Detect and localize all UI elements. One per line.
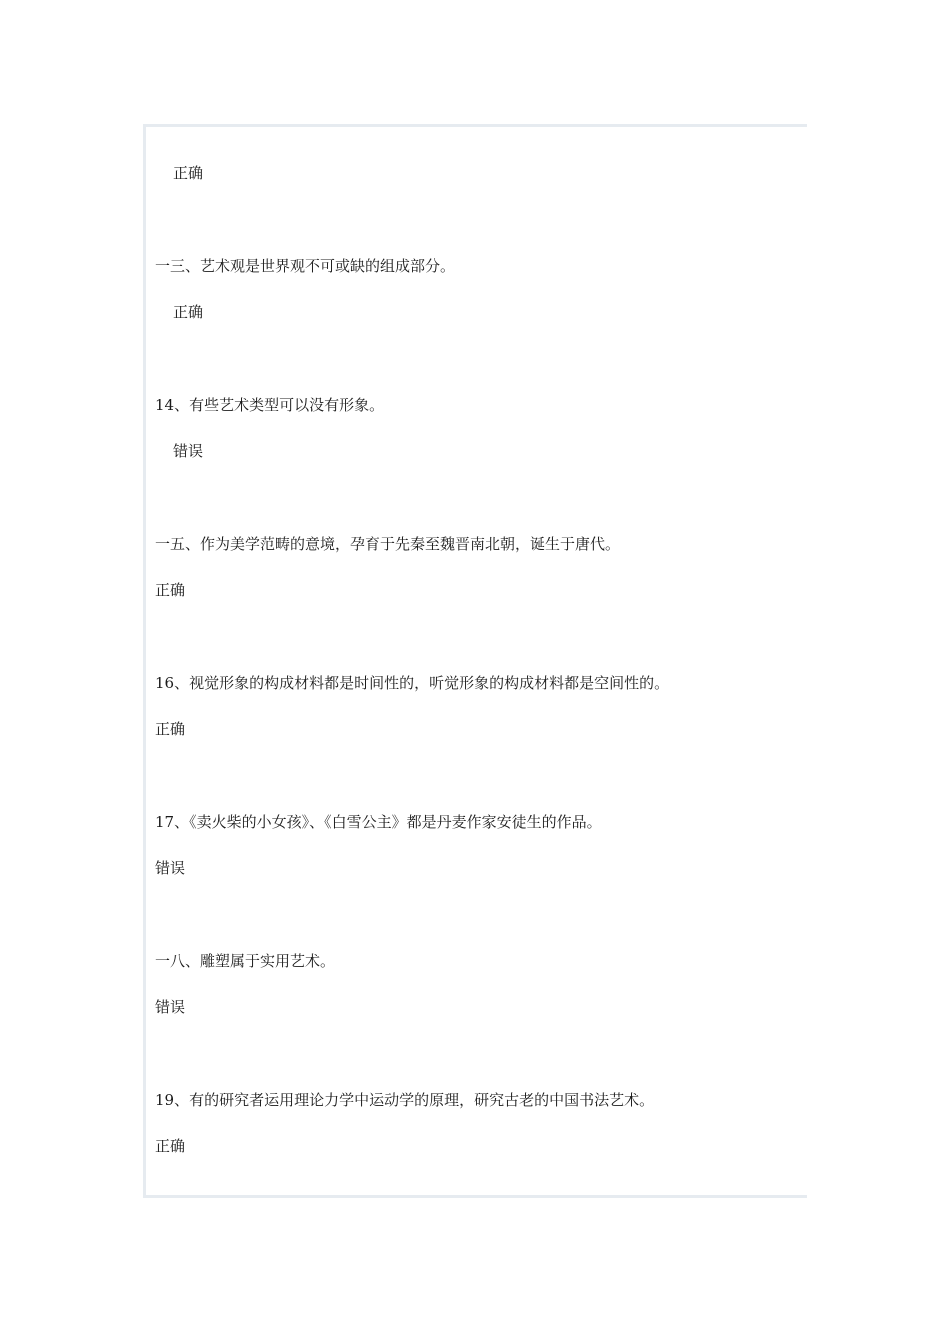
question-text: 16、视觉形象的构成材料都是时间性的，听觉形象的构成材料都是空间性的。 [155,674,670,692]
question-text: 19、有的研究者运用理论力学中运动学的原理，研究古老的中国书法艺术。 [155,1091,655,1109]
question-text: 14、有些艺术类型可以没有形象。 [155,396,385,414]
answer-text: 正确 [173,303,204,321]
answer-text: 正确 [155,1137,186,1155]
answer-text: 正确 [155,720,186,738]
question-text: 一八、雕塑属于实用艺术。 [155,952,336,970]
answer-text: 正确 [155,581,186,599]
answer-text: 错误 [173,442,204,460]
content-frame [143,124,807,1198]
answer-text: 错误 [155,859,186,877]
question-text: 一五、作为美学范畴的意境，孕育于先秦至魏晋南北朝，诞生于唐代。 [155,535,621,553]
answer-text: 错误 [155,998,186,1016]
question-text: 17、《卖火柴的小女孩》、《白雪公主》都是丹麦作家安徒生的作品。 [155,813,602,831]
answer-text: 正确 [173,164,204,182]
question-text: 一三、艺术观是世界观不可或缺的组成部分。 [155,257,456,275]
